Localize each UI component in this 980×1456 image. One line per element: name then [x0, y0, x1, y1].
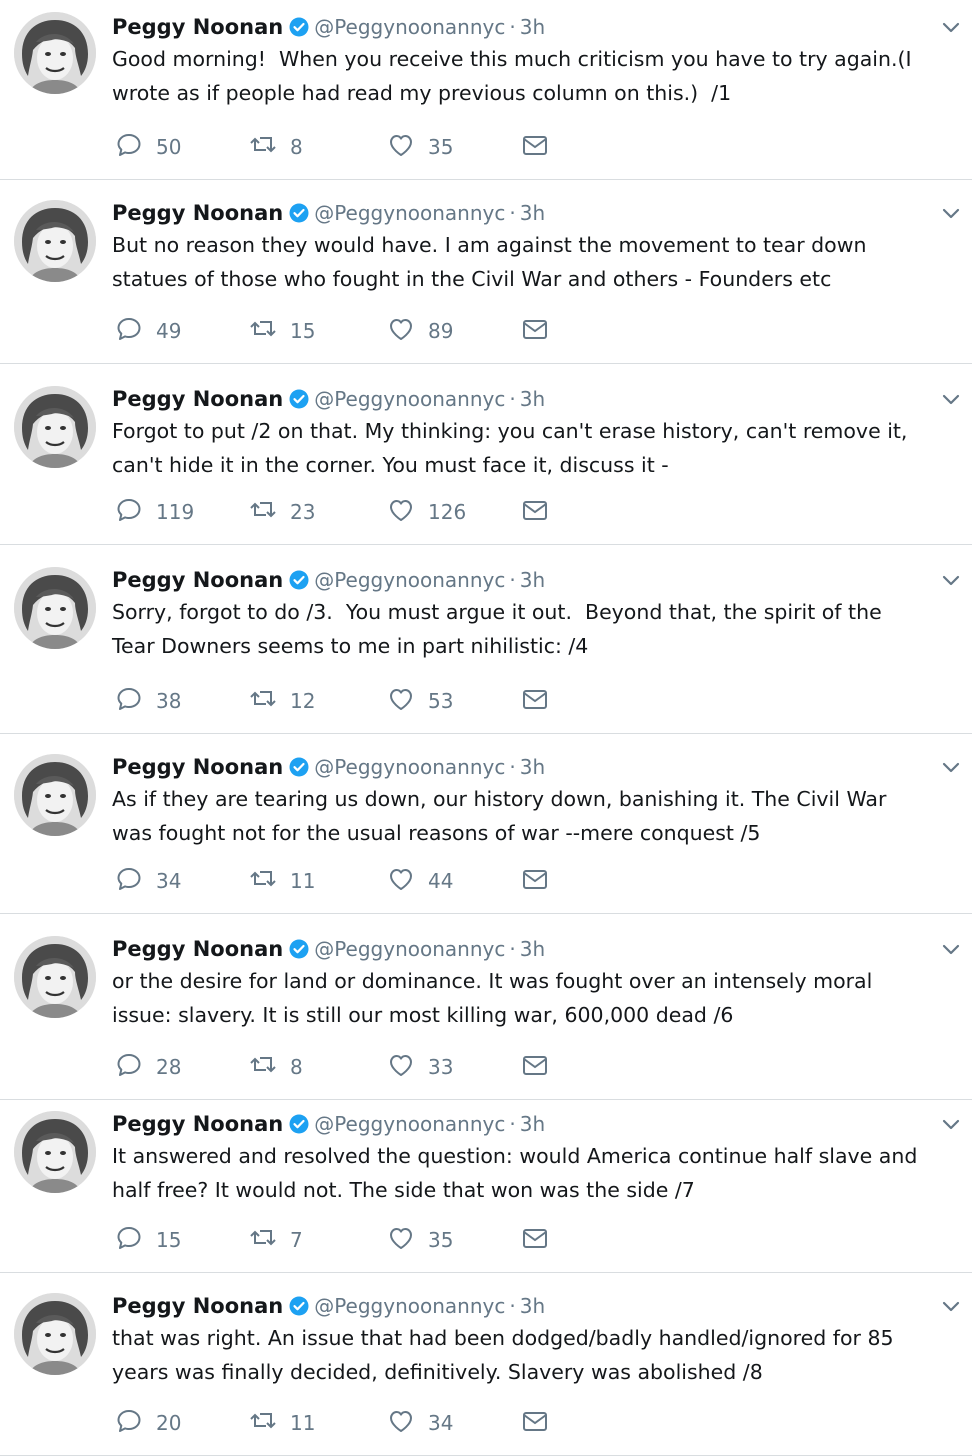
- tweet-text-line: issue: slavery. It is still our most killing war, 600,000 dead /6: [112, 1003, 734, 1027]
- retweet-arrows-icon: [248, 1406, 278, 1440]
- direct-message-button[interactable]: [520, 132, 550, 162]
- tweet-header: [112, 384, 545, 414]
- tweet-text-line: Forgot to put /2 on that. My thinking: you can't erase history, can't remove it,: [112, 419, 908, 443]
- like-count: 35: [428, 1228, 454, 1252]
- tweet-text-line: can't hide it in the corner. You must face it, discuss it -: [112, 453, 669, 477]
- avatar[interactable]: [14, 936, 96, 1018]
- speech-bubble-icon: [114, 1223, 144, 1257]
- reply-button[interactable]: [114, 497, 194, 527]
- retweet-arrows-icon: [248, 130, 278, 164]
- direct-message-button[interactable]: [520, 1225, 550, 1255]
- tweet-actions: [112, 686, 572, 716]
- chevron-down-icon[interactable]: [940, 938, 962, 960]
- direct-message-button[interactable]: [520, 866, 550, 896]
- author-handle[interactable]: @Peggynoonannyc: [314, 201, 506, 225]
- retweet-button[interactable]: [248, 132, 303, 162]
- verified-badge-icon: [289, 1296, 309, 1316]
- tweet-actions: [112, 1408, 572, 1438]
- author-handle[interactable]: @Peggynoonannyc: [314, 1294, 506, 1318]
- tweet-timestamp[interactable]: 3h: [519, 568, 546, 592]
- tweet-timestamp[interactable]: 3h: [519, 1294, 546, 1318]
- like-button[interactable]: [386, 866, 453, 896]
- author-handle[interactable]: @Peggynoonannyc: [314, 15, 506, 39]
- author-name[interactable]: Peggy Noonan: [112, 755, 284, 779]
- reply-count: 38: [156, 689, 182, 713]
- like-count: 33: [428, 1055, 454, 1079]
- speech-bubble-icon: [114, 864, 144, 898]
- retweet-arrows-icon: [248, 864, 278, 898]
- reply-count: 49: [156, 319, 182, 343]
- avatar[interactable]: [14, 12, 96, 94]
- speech-bubble-icon: [114, 1050, 144, 1084]
- retweet-button[interactable]: [248, 866, 315, 896]
- divider: [0, 1099, 972, 1100]
- author-name[interactable]: Peggy Noonan: [112, 568, 284, 592]
- tweet-text-line: wrote as if people had read my previous column on this.) /1: [112, 81, 732, 105]
- retweet-count: 15: [290, 319, 316, 343]
- speech-bubble-icon: [114, 684, 144, 718]
- retweet-arrows-icon: [248, 1050, 278, 1084]
- separator-dot: ·: [509, 1112, 516, 1136]
- author-handle[interactable]: @Peggynoonannyc: [314, 755, 506, 779]
- tweet-header: [112, 934, 545, 964]
- chevron-down-icon[interactable]: [940, 1295, 962, 1317]
- like-button[interactable]: [386, 1408, 453, 1438]
- tweet[interactable]: [0, 752, 980, 914]
- speech-bubble-icon: [114, 1406, 144, 1440]
- author-handle[interactable]: @Peggynoonannyc: [314, 1112, 506, 1136]
- verified-badge-icon: [289, 1114, 309, 1134]
- retweet-count: 23: [290, 500, 316, 524]
- retweet-count: 8: [290, 1055, 303, 1079]
- divider: [0, 363, 972, 364]
- envelope-icon: [520, 314, 550, 348]
- tweet-timestamp[interactable]: 3h: [519, 937, 546, 961]
- separator-dot: ·: [509, 387, 516, 411]
- tweet-text: [112, 1139, 942, 1207]
- direct-message-button[interactable]: [520, 497, 550, 527]
- direct-message-button[interactable]: [520, 686, 550, 716]
- tweet-header: [112, 1109, 545, 1139]
- heart-icon: [386, 130, 416, 164]
- envelope-icon: [520, 684, 550, 718]
- separator-dot: ·: [509, 15, 516, 39]
- heart-icon: [386, 1050, 416, 1084]
- retweet-button[interactable]: [248, 1225, 303, 1255]
- direct-message-button[interactable]: [520, 1408, 550, 1438]
- chevron-down-icon[interactable]: [940, 1113, 962, 1135]
- tweet-timestamp[interactable]: 3h: [519, 755, 546, 779]
- tweet-text-line: that was right. An issue that had been dodged/badly handled/ignored for 85: [112, 1326, 894, 1350]
- retweet-button[interactable]: [248, 497, 315, 527]
- envelope-icon: [520, 1050, 550, 1084]
- retweet-count: 11: [290, 1411, 316, 1435]
- tweet-text: [112, 782, 942, 850]
- separator-dot: ·: [509, 937, 516, 961]
- avatar[interactable]: [14, 386, 96, 468]
- verified-badge-icon: [289, 389, 309, 409]
- tweet[interactable]: [0, 934, 980, 1100]
- author-handle[interactable]: @Peggynoonannyc: [314, 568, 506, 592]
- tweet-header: [112, 12, 545, 42]
- reply-button[interactable]: [114, 1408, 181, 1438]
- speech-bubble-icon: [114, 495, 144, 529]
- tweet-actions: [112, 316, 572, 346]
- reply-count: 15: [156, 1228, 182, 1252]
- tweet-text: [112, 228, 942, 296]
- separator-dot: ·: [509, 1294, 516, 1318]
- like-count: 126: [428, 500, 467, 524]
- chevron-down-icon[interactable]: [940, 388, 962, 410]
- reply-button[interactable]: [114, 866, 181, 896]
- envelope-icon: [520, 130, 550, 164]
- like-count: 44: [428, 869, 454, 893]
- tweet-text-line: But no reason they would have. I am against the movement to tear down: [112, 233, 867, 257]
- speech-bubble-icon: [114, 314, 144, 348]
- retweet-button[interactable]: [248, 1408, 315, 1438]
- tweet-text-line: As if they are tearing us down, our history down, banishing it. The Civil War: [112, 787, 887, 811]
- verified-badge-icon: [289, 203, 309, 223]
- chevron-down-icon[interactable]: [940, 569, 962, 591]
- envelope-icon: [520, 1406, 550, 1440]
- tweet[interactable]: [0, 12, 980, 180]
- verified-badge-icon: [289, 570, 309, 590]
- divider: [0, 913, 972, 914]
- envelope-icon: [520, 864, 550, 898]
- chevron-down-icon[interactable]: [940, 16, 962, 38]
- author-name[interactable]: Peggy Noonan: [112, 937, 284, 961]
- tweet-text-line: or the desire for land or dominance. It was fought over an intensely moral: [112, 969, 873, 993]
- author-name[interactable]: Peggy Noonan: [112, 15, 284, 39]
- author-handle[interactable]: @Peggynoonannyc: [314, 387, 506, 411]
- tweet[interactable]: [0, 384, 980, 545]
- tweet-header: [112, 565, 545, 595]
- chevron-down-icon[interactable]: [940, 756, 962, 778]
- avatar[interactable]: [14, 200, 96, 282]
- avatar[interactable]: [14, 567, 96, 649]
- tweet-text-line: Sorry, forgot to do /3. You must argue it out. Beyond that, the spirit of the: [112, 600, 882, 624]
- tweet-text-line: was fought not for the usual reasons of war --mere conquest /5: [112, 821, 761, 845]
- retweet-count: 8: [290, 135, 303, 159]
- tweet[interactable]: [0, 565, 980, 734]
- envelope-icon: [520, 495, 550, 529]
- avatar[interactable]: [14, 754, 96, 836]
- tweet-timestamp[interactable]: 3h: [519, 201, 546, 225]
- author-handle[interactable]: @Peggynoonannyc: [314, 937, 506, 961]
- tweet-header: [112, 198, 545, 228]
- retweet-button[interactable]: [248, 1052, 303, 1082]
- tweet-text-line: Tear Downers seems to me in part nihilistic: /4: [112, 634, 589, 658]
- retweet-arrows-icon: [248, 314, 278, 348]
- tweet-text: [112, 414, 942, 482]
- tweet[interactable]: [0, 1109, 980, 1273]
- reply-count: 28: [156, 1055, 182, 1079]
- heart-icon: [386, 314, 416, 348]
- heart-icon: [386, 864, 416, 898]
- verified-badge-icon: [289, 17, 309, 37]
- reply-button[interactable]: [114, 1052, 181, 1082]
- like-button[interactable]: [386, 497, 466, 527]
- avatar[interactable]: [14, 1111, 96, 1193]
- reply-count: 119: [156, 500, 195, 524]
- like-button[interactable]: [386, 316, 453, 346]
- chevron-down-icon[interactable]: [940, 202, 962, 224]
- verified-badge-icon: [289, 757, 309, 777]
- tweet-timestamp[interactable]: 3h: [519, 15, 546, 39]
- tweet-actions: [112, 1052, 572, 1082]
- separator-dot: ·: [509, 201, 516, 225]
- like-button[interactable]: [386, 1225, 453, 1255]
- tweet-actions: [112, 866, 572, 896]
- like-count: 53: [428, 689, 454, 713]
- retweet-arrows-icon: [248, 1223, 278, 1257]
- verified-badge-icon: [289, 939, 309, 959]
- tweet[interactable]: [0, 1291, 980, 1456]
- tweet-timestamp[interactable]: 3h: [519, 1112, 546, 1136]
- like-count: 34: [428, 1411, 454, 1435]
- tweet-actions: [112, 132, 572, 162]
- tweet-actions: [112, 497, 572, 527]
- divider: [0, 733, 972, 734]
- like-button[interactable]: [386, 1052, 453, 1082]
- tweet-header: [112, 752, 545, 782]
- heart-icon: [386, 684, 416, 718]
- retweet-count: 12: [290, 689, 316, 713]
- envelope-icon: [520, 1223, 550, 1257]
- tweet[interactable]: [0, 198, 980, 364]
- reply-button[interactable]: [114, 316, 181, 346]
- direct-message-button[interactable]: [520, 316, 550, 346]
- reply-count: 34: [156, 869, 182, 893]
- tweet-timestamp[interactable]: 3h: [519, 387, 546, 411]
- like-button[interactable]: [386, 686, 453, 716]
- reply-count: 20: [156, 1411, 182, 1435]
- reply-button[interactable]: [114, 686, 181, 716]
- tweet-text-line: half free? It would not. The side that won was the side /7: [112, 1178, 695, 1202]
- separator-dot: ·: [509, 755, 516, 779]
- author-name[interactable]: Peggy Noonan: [112, 387, 284, 411]
- tweet-header: [112, 1291, 545, 1321]
- tweet-text: [112, 964, 942, 1032]
- tweet-actions: [112, 1225, 572, 1255]
- tweet-text: [112, 595, 942, 663]
- like-count: 35: [428, 135, 454, 159]
- avatar[interactable]: [14, 1293, 96, 1375]
- retweet-arrows-icon: [248, 684, 278, 718]
- retweet-count: 11: [290, 869, 316, 893]
- speech-bubble-icon: [114, 130, 144, 164]
- tweet-text: [112, 42, 942, 110]
- tweet-text-line: statues of those who fought in the Civil War and others - Founders etc: [112, 267, 832, 291]
- reply-count: 50: [156, 135, 182, 159]
- retweet-button[interactable]: [248, 316, 315, 346]
- heart-icon: [386, 1406, 416, 1440]
- like-count: 89: [428, 319, 454, 343]
- separator-dot: ·: [509, 568, 516, 592]
- divider: [0, 544, 972, 545]
- reply-button[interactable]: [114, 1225, 181, 1255]
- author-name[interactable]: Peggy Noonan: [112, 1294, 284, 1318]
- heart-icon: [386, 1223, 416, 1257]
- heart-icon: [386, 495, 416, 529]
- tweet-text-line: It answered and resolved the question: would America continue half slave and: [112, 1144, 918, 1168]
- retweet-arrows-icon: [248, 495, 278, 529]
- author-name[interactable]: Peggy Noonan: [112, 1112, 284, 1136]
- divider: [0, 1272, 972, 1273]
- direct-message-button[interactable]: [520, 1052, 550, 1082]
- retweet-count: 7: [290, 1228, 303, 1252]
- tweet-text-line: years was finally decided, definitively. Slavery was abolished /8: [112, 1360, 763, 1384]
- like-button[interactable]: [386, 132, 453, 162]
- divider: [0, 179, 972, 180]
- retweet-button[interactable]: [248, 686, 315, 716]
- author-name[interactable]: Peggy Noonan: [112, 201, 284, 225]
- tweet-text: [112, 1321, 942, 1389]
- tweet-text-line: Good morning! When you receive this much criticism you have to try again.(I: [112, 47, 912, 71]
- reply-button[interactable]: [114, 132, 181, 162]
